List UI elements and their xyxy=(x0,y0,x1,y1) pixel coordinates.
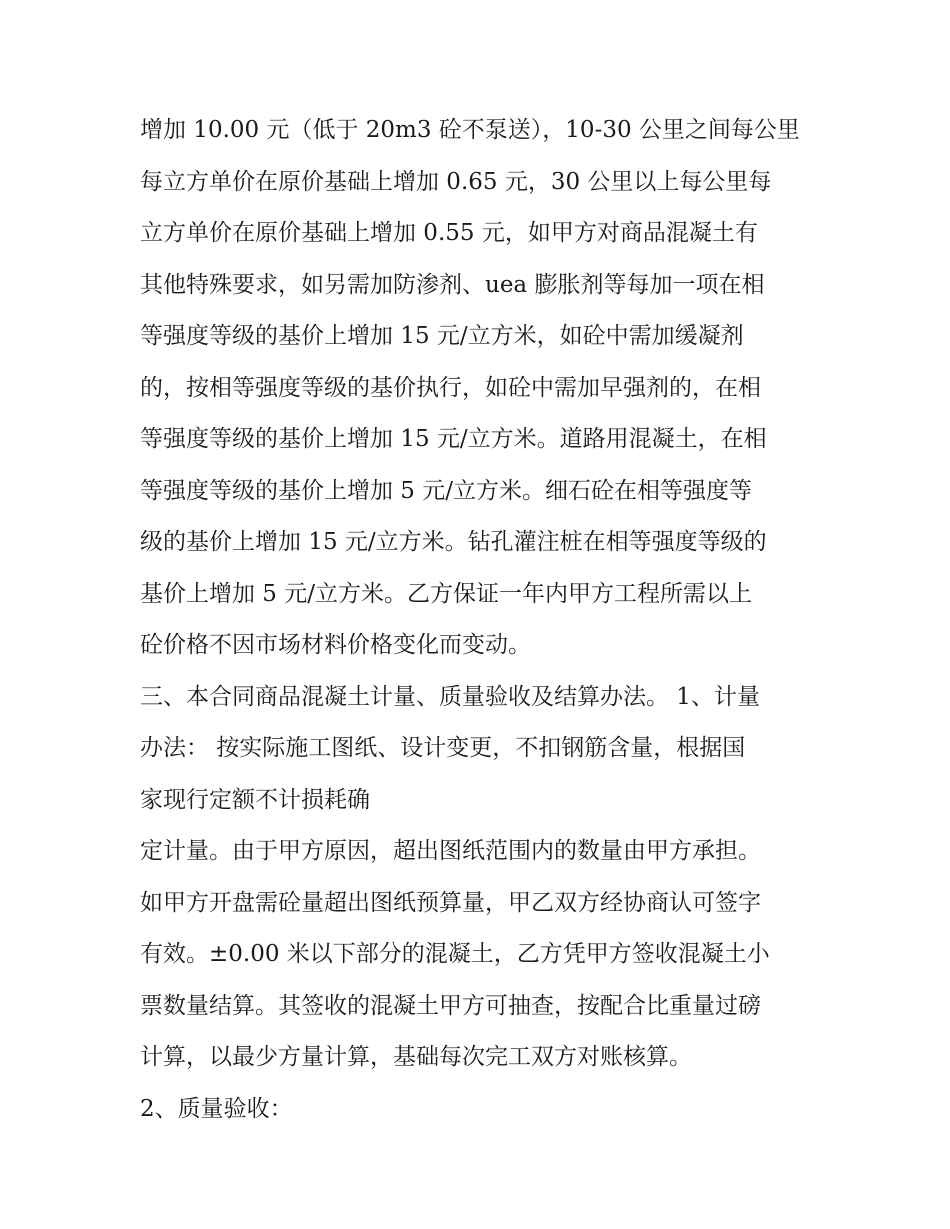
text-line: 定计量。由于甲方原因，超出图纸范围内的数量由甲方承担。 xyxy=(140,838,761,864)
text-line: 基价上增加 5 元/立方米。乙方保证一年内甲方工程所需以上 xyxy=(140,580,753,607)
text-line: 立方单价在原价基础上增加 0.55 元，如甲方对商品混凝土有 xyxy=(140,220,758,246)
text-line: 的，按相等强度等级的基价执行，如砼中需加早强剂的，在相 xyxy=(140,374,761,401)
subsection-heading-line: 2、质量验收： xyxy=(140,1095,293,1122)
text-line: 其他特殊要求，如另需加防渗剂、uea 膨胀剂等每加一项在相 xyxy=(140,271,765,298)
text-line: 等强度等级的基价上增加 15 元/立方米，如砼中需加缓凝剂 xyxy=(140,323,744,349)
text-line: 办法： 按实际施工图纸、设计变更，不扣钢筋含量，根据国 xyxy=(140,735,746,761)
text-line: 每立方单价在原价基础上增加 0.65 元，30 公里以上每公里每 xyxy=(140,168,772,195)
text-line: 等强度等级的基价上增加 5 元/立方米。细石砼在相等强度等 xyxy=(140,477,753,504)
text-line: 砼价格不因市场材料价格变化而变动。 xyxy=(140,632,531,658)
text-line: 如甲方开盘需砼量超出图纸预算量，甲乙双方经协商认可签字 xyxy=(140,889,761,916)
text-line: 增加 10.00 元（低于 20m3 砼不泵送），10-30 公里之间每公里 xyxy=(140,117,800,143)
text-line: 计算，以最少方量计算，基础每次完工双方对账核算。 xyxy=(140,1044,692,1070)
section-heading-line: 三、本合同商品混凝土计量、质量验收及结算办法。 1、计量 xyxy=(140,683,760,710)
text-line: 票数量结算。其签收的混凝土甲方可抽查，按配合比重量过磅 xyxy=(140,992,761,1019)
text-line: 家现行定额不计损耗确 xyxy=(140,786,370,813)
document-body xyxy=(140,105,820,1135)
text-line: 等强度等级的基价上增加 15 元/立方米。道路用混凝土，在相 xyxy=(140,426,767,452)
text-line: 有效。±0.00 米以下部分的混凝土，乙方凭甲方签收混凝土小 xyxy=(140,941,770,967)
text-line: 级的基价上增加 15 元/立方米。钻孔灌注桩在相等强度等级的 xyxy=(140,529,767,555)
